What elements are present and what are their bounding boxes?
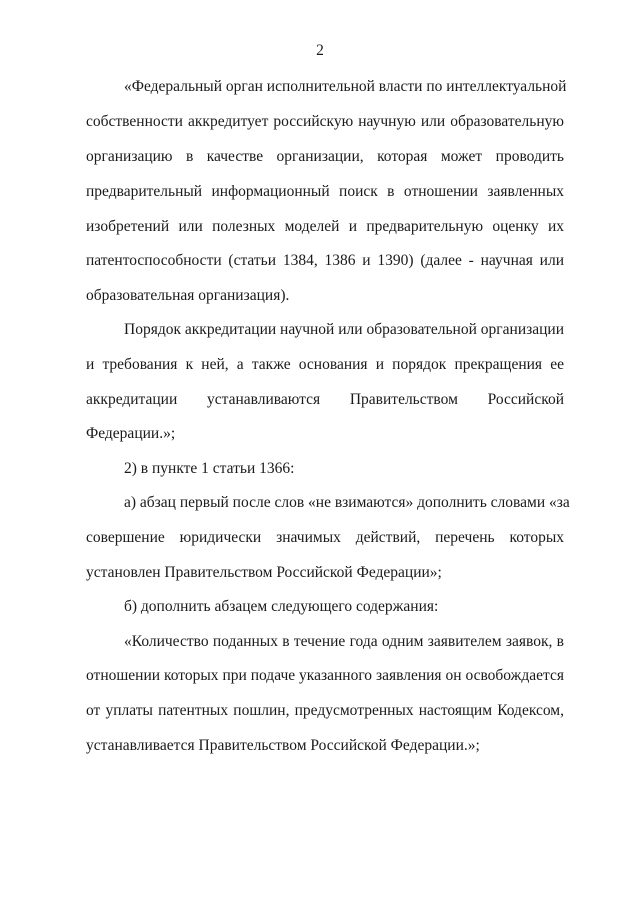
text-line: а) абзац первый после слов «не взимаются» дополнить словами «за (124, 494, 570, 511)
text-line: отношении которых при подаче указанного заявления он освобождается (86, 667, 564, 684)
text-line: организацию в качестве организации, которая может проводить (86, 148, 564, 165)
text-line: установлен Правительством Российской Федерации»; (86, 564, 442, 581)
text-line: предварительный информационный поиск в отношении заявленных (86, 183, 564, 200)
text-line: собственности аккредитует российскую научную или образовательную (86, 113, 564, 130)
text-line: и требования к ней, а также основания и порядок прекращения ее (86, 356, 564, 373)
text-line: совершение юридически значимых действий, перечень которых (86, 529, 564, 546)
text-line: «Федеральный орган исполнительной власти по интеллектуальной (124, 78, 567, 95)
text-line: устанавливается Правительством Российской Федерации.»; (86, 737, 480, 754)
text-line: Федерации.»; (86, 425, 176, 442)
page-number: 2 (316, 42, 324, 59)
text-line: от уплаты патентных пошлин, предусмотренных настоящим Кодексом, (86, 702, 564, 719)
text-line: аккредитации устанавливаются Правительством Российской (86, 391, 564, 408)
text-line: Порядок аккредитации научной или образовательной организации (124, 321, 564, 338)
text-line: «Количество поданных в течение года одним заявителем заявок, в (124, 633, 564, 650)
text-line: изобретений или полезных моделей и предварительную оценку их (86, 218, 564, 235)
text-line: образовательная организация). (86, 287, 290, 304)
text-line: б) дополнить абзацем следующего содержания: (124, 598, 439, 615)
text-line: 2) в пункте 1 статьи 1366: (124, 460, 295, 477)
text-line: патентоспособности (статьи 1384, 1386 и 1390) (далее - научная или (86, 252, 564, 269)
